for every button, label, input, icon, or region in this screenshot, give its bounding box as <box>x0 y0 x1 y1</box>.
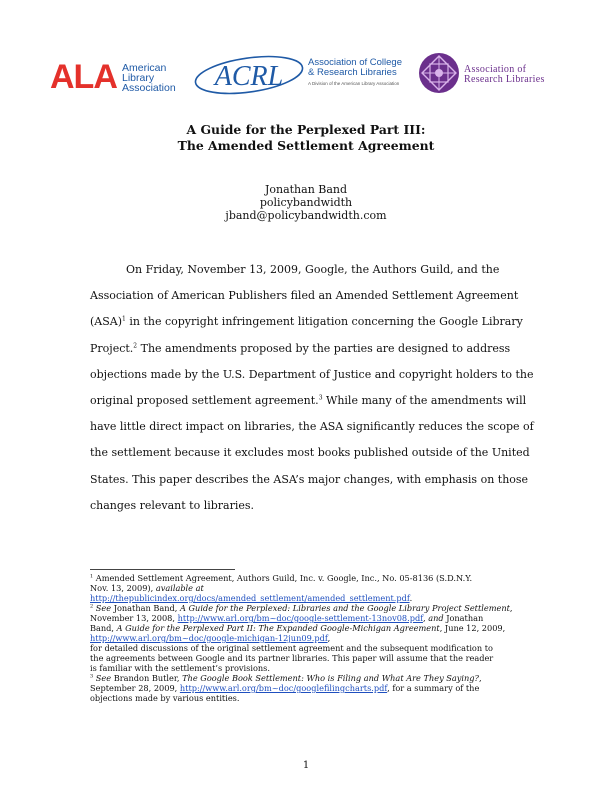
arl-logo <box>418 52 568 102</box>
body-line: Project.$^2$ The amendments proposed by the parties are designed to address <box>90 341 511 355</box>
svg-text:ACRL: ACRL <box>214 61 284 92</box>
arl-logo-words: Association of Research Libraries <box>464 64 545 85</box>
acrl-logo-words: Association of College & Research Libraries A Division of the American Library Association <box>308 57 402 86</box>
acrl-logo-mark <box>193 54 305 96</box>
body-line: (ASA)$^1$ in the copyright infringement litigation concerning the Google Library <box>90 315 523 329</box>
body-line: On Friday, November 13, 2009, Google, the Authors Guild, and the <box>126 263 500 276</box>
footnote-separator <box>90 569 235 570</box>
acrl-logo <box>193 54 403 104</box>
footnote-2-link-2[interactable]: http://www.arl.org/bm~doc/google-michigan-12jun09.pdf <box>90 633 328 643</box>
author-block <box>0 183 612 222</box>
author-email: jband@policybandwidth.com <box>225 209 387 222</box>
title-line-1: A Guide for the Perplexed Part III: <box>186 122 426 137</box>
footnote-ref-3[interactable]: 3 <box>318 394 323 402</box>
body-paragraph <box>90 257 534 519</box>
body-line: the settlement because it excludes most books published outside of the United <box>90 446 530 460</box>
footnote-ref-1[interactable]: 1 <box>122 315 126 323</box>
body-line: original proposed settlement agreement.$^3$ While many of the amendments will <box>90 394 527 408</box>
body-line: have little direct impact on libraries, the ASA significantly reduces the scope of <box>90 420 534 434</box>
body-line: changes relevant to libraries. <box>90 498 255 512</box>
logo-header <box>0 50 612 108</box>
ala-logo-words: American Library Association <box>122 62 176 94</box>
footnote-1: $^1$ Amended Settlement Agreement, Authors Guild, Inc. v. Google, Inc., No. 05-8136 (S.D.N.Y. <box>90 573 473 583</box>
page-number: 1 <box>302 760 310 771</box>
body-line: States. This paper describes the ASA’s major changes, with emphasis on those <box>90 472 529 486</box>
title-line-2: The Amended Settlement Agreement <box>177 138 435 153</box>
footnote-2: $^2$ See Jonathan Band, A Guide for the Perplexed: Libraries and the Google Library Project Settlement, <box>90 603 513 613</box>
author-org: policybandwidth <box>259 196 353 209</box>
footnote-3: $^3$ See Brandon Butler, The Google Book Settlement: Who is Filing and What Are They Saying?, <box>90 673 482 683</box>
footnote-1-link[interactable]: http://thepublicindex.org/docs/amended_settlement/amended_settlement.pdf <box>90 593 410 603</box>
ala-logo <box>50 60 180 100</box>
ala-logo-mark: ALA <box>50 58 117 96</box>
arl-emblem-icon <box>418 52 460 94</box>
document-title <box>0 122 612 154</box>
author-name: Jonathan Band <box>264 183 348 196</box>
body-line: objections made by the U.S. Department of Justice and copyright holders to the <box>90 367 534 381</box>
footnote-ref-2[interactable]: 2 <box>133 341 138 349</box>
footnotes: $^1$ Amended Settlement Agreement, Authors Guild, Inc. v. Google, Inc., No. 05-8136 (S.D.N.Y. Nov. 13, 2009), available at http://thepublicindex.org/docs/amended_settlement/amended_settlement.pdf. $^2$ See Jonathan Band, A Guide for the Perplexed: Libraries and the Google Library Project Settlement, November 13, 2008, http://www.arl.org/bm~doc/google-settlement-13nov08.pdf, and Jonathan Band, A Guide for the Perplexed Part II: The Expanded Google-Michigan Agreement, June 12, 2009, http://www.arl.org/bm~doc/google-michigan-12jun09.pdf, for detailed discussions of the original settlement agreement and the subsequent modification to the agreements between Google and its partner libraries. This paper will assume that the reader is familiar with the settlement’s provisions. $^3$ See Brandon Butler, The Google Book Settlement: Who is Filing and What Are They Saying?, September 28, 2009, http://www.arl.org/bm~doc/googlefilingcharts.pdf, for a summary of the objections made by various entities. <box>90 573 528 703</box>
body-line: Association of American Publishers filed an Amended Settlement Agreement <box>90 289 519 303</box>
footnote-2-link-1[interactable]: http://www.arl.org/bm~doc/google-settlement-13nov08.pdf <box>177 613 423 623</box>
footnote-3-link[interactable]: http://www.arl.org/bm~doc/googlefilingcharts.pdf <box>179 683 388 693</box>
